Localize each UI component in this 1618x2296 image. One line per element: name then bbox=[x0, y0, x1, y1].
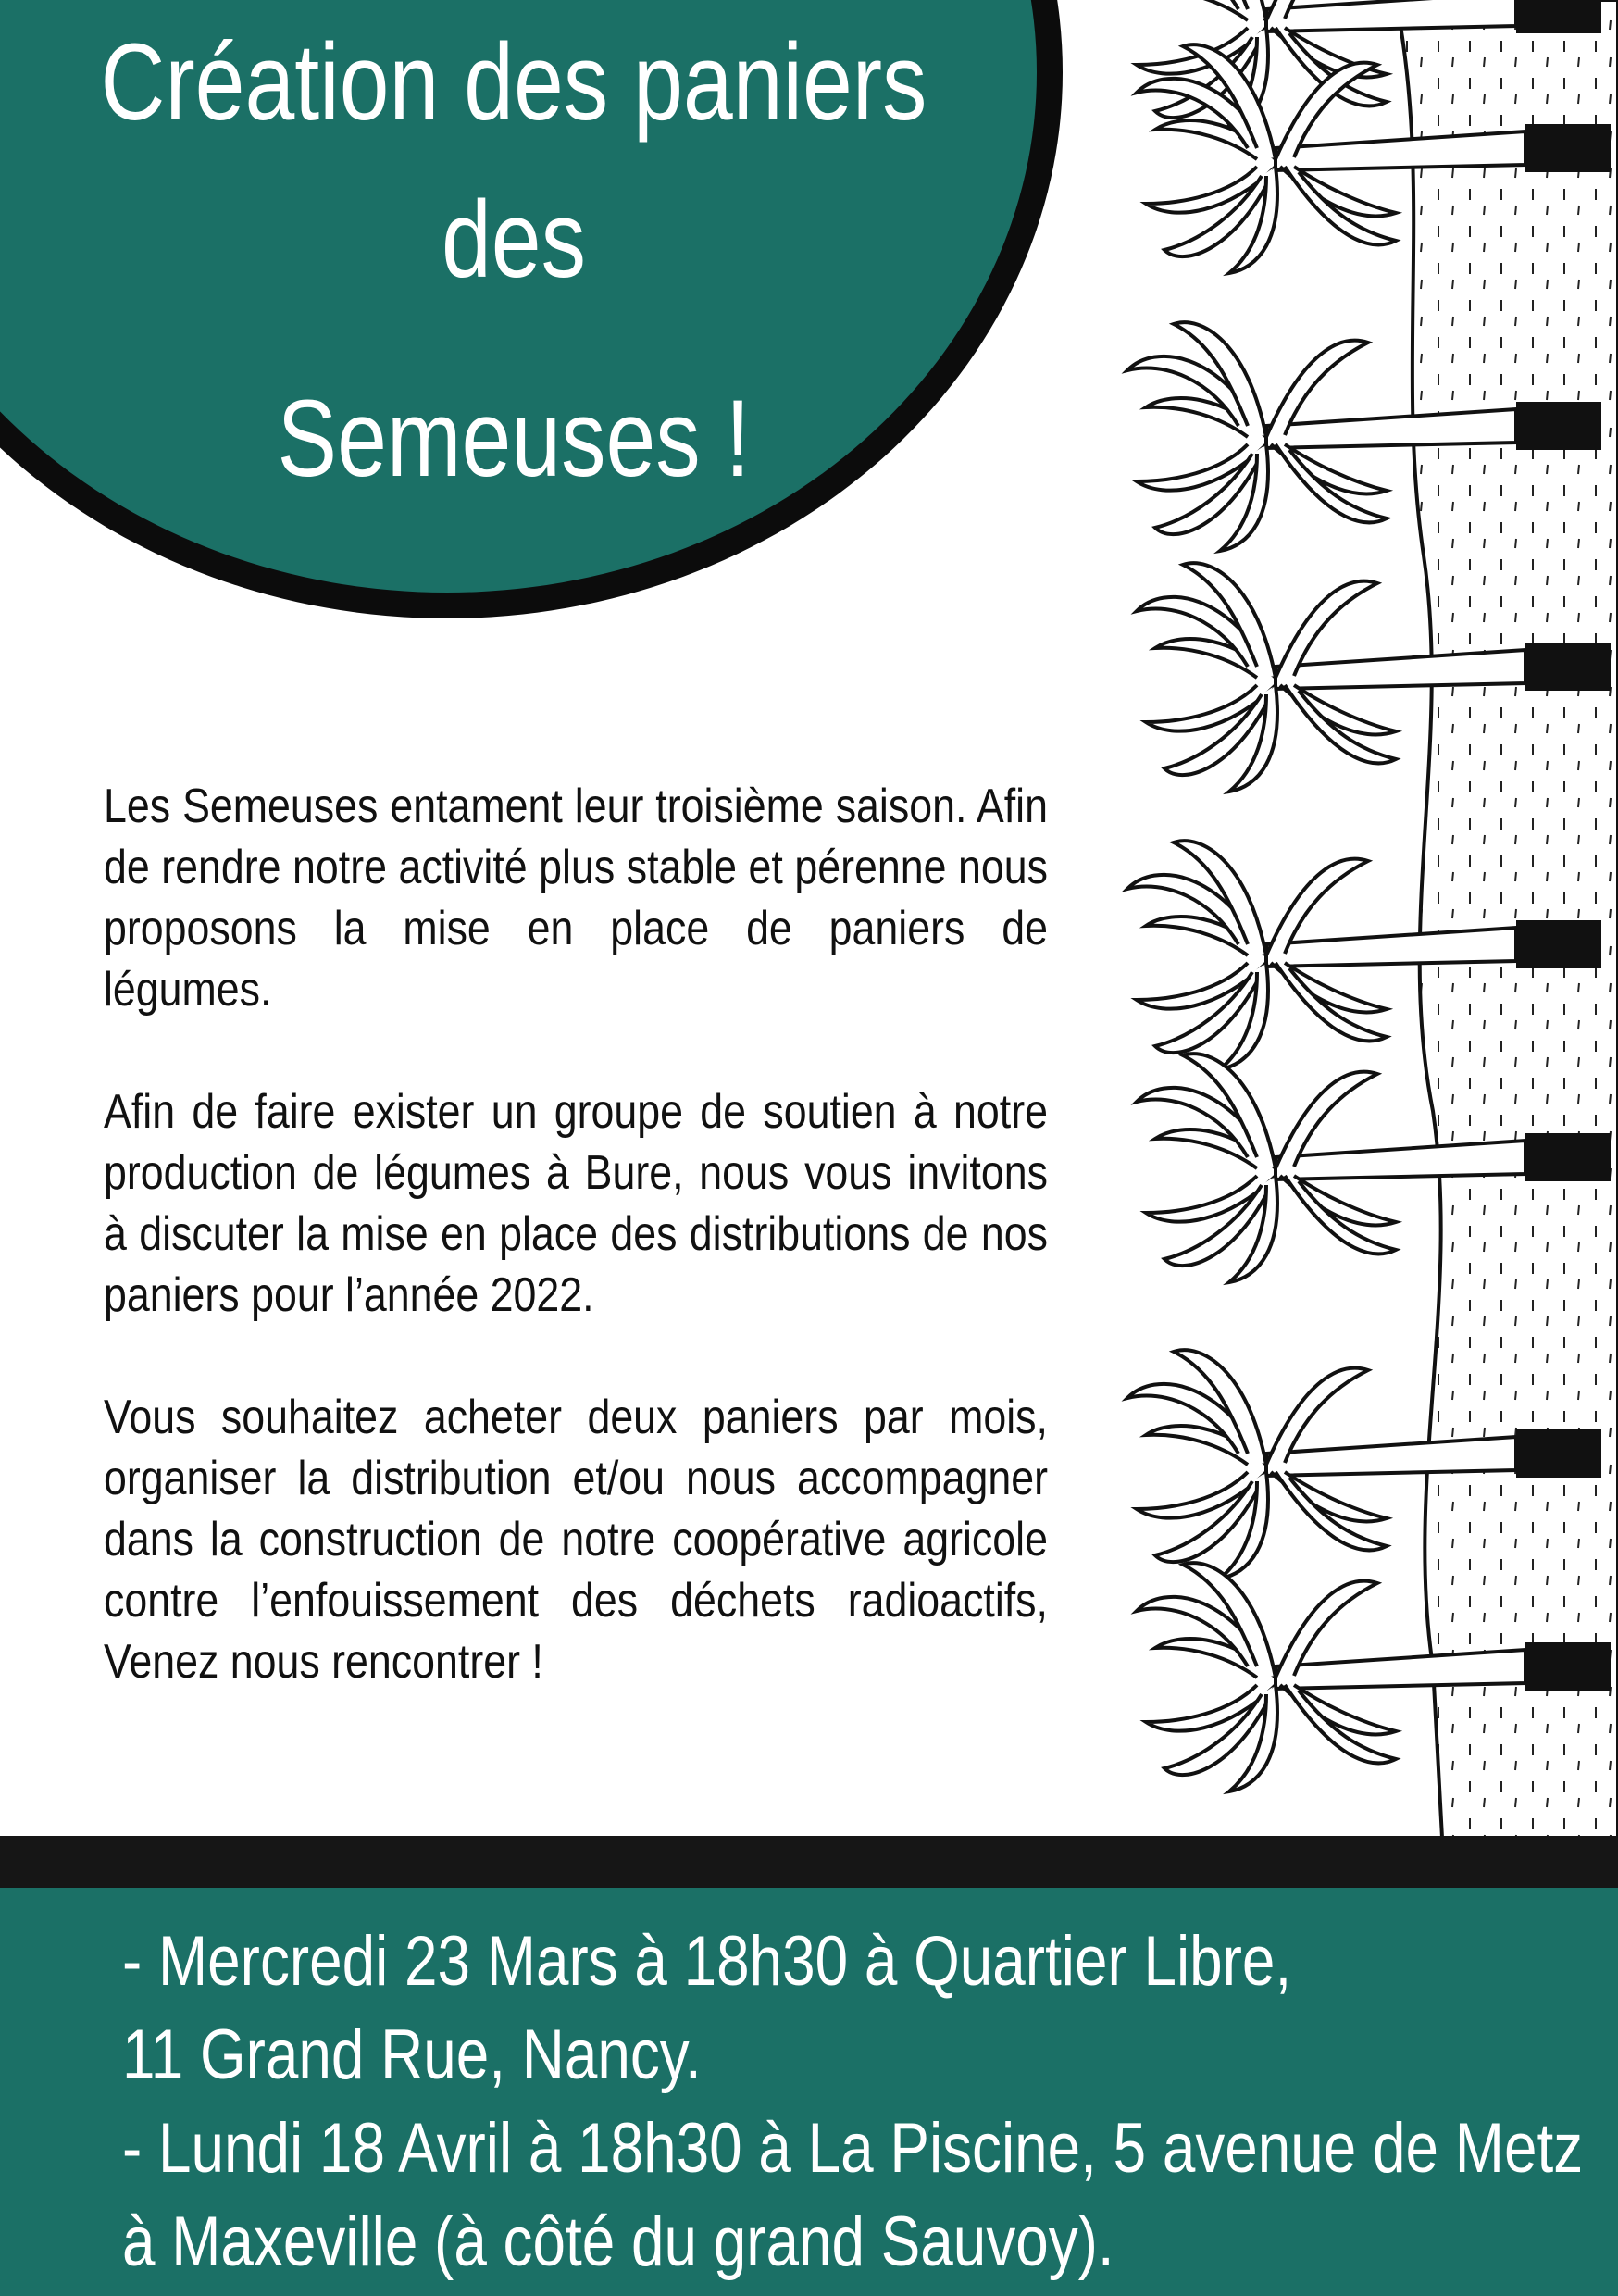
title-line-3: Semeuses ! bbox=[277, 378, 751, 500]
event-line-2: 11 Grand Rue, Nancy. bbox=[122, 2015, 702, 2094]
event-line-4: à Maxeville (à côté du grand Sauvoy). bbox=[122, 2202, 1114, 2281]
title-line-2: des bbox=[441, 179, 587, 301]
leek-illustration bbox=[1118, 0, 1618, 1838]
paragraph-intro: Les Semeuses entament leur troisième saison. Afin de rendre notre activité plus stable et pérenne nous proposons la mise en place de paniers de légumes. bbox=[104, 780, 1048, 1017]
title-line-1: Création des paniers bbox=[100, 21, 927, 144]
event-line-1: - Mercredi 23 Mars à 18h30 à Quartier Libre, bbox=[122, 1922, 1292, 2001]
poster-title bbox=[93, 21, 935, 542]
paragraph-invitation: Vous souhaitez acheter deux paniers par mois, organiser la distribution et/ou nous accompagner dans la construction de notre coopérative agricole contre l’enfouissement des déchets radioactifs, Venez nous rencontrer ! bbox=[104, 1391, 1048, 1689]
event-list bbox=[122, 1915, 1583, 2289]
divider-band bbox=[0, 1836, 1618, 1888]
body-text bbox=[104, 776, 1048, 1753]
paragraph-support-group: Afin de faire exister un groupe de soutien à notre production de légumes à Bure, nous vous invitons à discuter la mise en place des distributions de nos paniers pour l’année 2022. bbox=[104, 1085, 1048, 1322]
event-line-3: - Lundi 18 Avril à 18h30 à La Piscine, 5 avenue de Metz bbox=[122, 2109, 1584, 2188]
